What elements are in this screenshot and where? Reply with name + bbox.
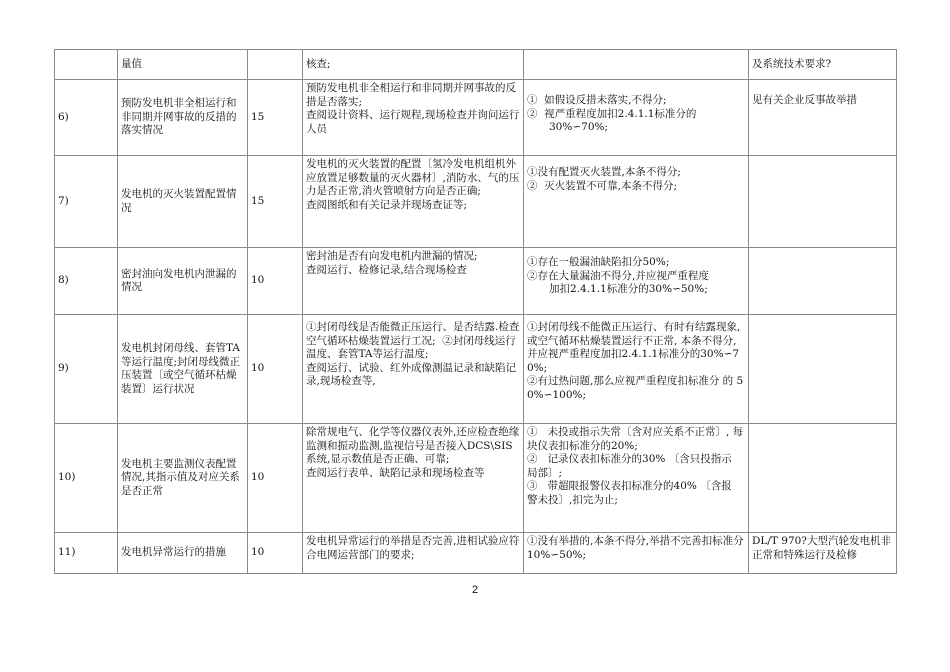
- header-cell-6: 及系统技术要求?: [749, 50, 897, 80]
- criteria-line: ② 记录仪表扣标准分的30% 〔含只投指示 局部〕;: [527, 453, 736, 479]
- basis-cell: 见有关企业反事故举措: [749, 80, 897, 156]
- basis-cell: [749, 156, 897, 248]
- row-number: 9): [55, 315, 118, 424]
- table-row: [55, 533, 897, 574]
- criteria-cell: [524, 80, 749, 156]
- row-number: 7): [55, 156, 118, 248]
- item-cell: 发电机异常运行的措施: [118, 533, 248, 574]
- method-line: 除常规电气、化学等仪器仪表外,还应检查绝缘监测和振动监测,监视信号是否接入DCS\SIS系统,显示数值是否正确、可靠;: [306, 426, 520, 465]
- method-line: 查阅设计资料、运行规程,现场检查并询问运行人员: [306, 109, 520, 135]
- header-cell-4: 核查;: [303, 50, 524, 80]
- criteria-line: ②存在大量漏油不得分,并应视严重程度: [527, 269, 709, 282]
- method-line: 密封油是否有向发电机内泄漏的情况;: [306, 250, 478, 262]
- header-cell-5: [524, 50, 749, 80]
- row-number: 10): [55, 424, 118, 533]
- method-cell: [303, 156, 524, 248]
- header-cell-2: 量值: [118, 50, 248, 80]
- criteria-cell: [524, 248, 749, 315]
- score-cell: 15: [248, 80, 303, 156]
- table-row: [55, 424, 897, 533]
- method-line: 发电机的灭火装置的配置〔氢冷发电机组机外应放置足够数量的灭火器材〕,消防水、气的压力是否正常,消火管喷射方向是否正确;: [306, 158, 520, 197]
- criteria-cell: [524, 424, 749, 533]
- criteria-line: ② 灭火装置不可靠,本条不得分;: [527, 179, 678, 192]
- item-cell: 发电机主要监测仪表配置情况,其指示值及对应关系是否正常: [118, 424, 248, 533]
- score-cell: 15: [248, 156, 303, 248]
- table-row: [55, 80, 897, 156]
- header-cell-1: [55, 50, 118, 80]
- criteria-line: 30%∽70%;: [549, 121, 609, 133]
- criteria-line: ② 视严重程度加扣2.4.1.1标准分的: [527, 107, 697, 120]
- method-line: 发电机异常运行的举措是否完善,进相试验应符合电网运营部门的要求;: [306, 535, 520, 561]
- table-row: [55, 156, 897, 248]
- method-line: 预防发电机非全相运行和非同期并网事故的反措是否落实;: [306, 82, 516, 108]
- header-row: [55, 50, 897, 80]
- method-line: 查阅运行、检修记录,结合现场检查: [306, 263, 467, 276]
- table-row: [55, 315, 897, 424]
- method-cell: [303, 424, 524, 533]
- item-cell: 密封油向发电机内泄漏的情况: [118, 248, 248, 315]
- criteria-line: ① 如假设反措未落实,不得分;: [527, 94, 667, 106]
- page-number: 2: [471, 584, 479, 596]
- criteria-cell: [524, 156, 749, 248]
- score-cell: 10: [248, 424, 303, 533]
- basis-cell: [749, 424, 897, 533]
- method-cell: [303, 315, 524, 424]
- row-number: 8): [55, 248, 118, 315]
- header-cell-3: [248, 50, 303, 80]
- basis-cell: [749, 315, 897, 424]
- criteria-line: ①封闭母线不能微正压运行、有时有结露现象,或空气循环枯燥装置运行不正常, 本条不得分,并应视严重程度加扣2.4.1.1标准分的30%∽70%;: [527, 321, 741, 374]
- criteria-line: ②有过热问题,那么应视严重程度扣标准分 的 50%∽100%;: [527, 375, 744, 401]
- criteria-cell: [524, 533, 749, 574]
- method-cell: [303, 80, 524, 156]
- method-cell: [303, 248, 524, 315]
- criteria-cell: [524, 315, 749, 424]
- criteria-line: ①没有举措的,本条不得分,举措不完善扣标准分10%∽50%;: [527, 535, 744, 561]
- row-number: 11): [55, 533, 118, 574]
- score-cell: 10: [248, 315, 303, 424]
- method-line: 查阅运行、试验、红外成像测温记录和缺陷记录,现场检查等,: [306, 361, 516, 387]
- basis-cell: DL/T 970?大型汽轮发电机非正常和特殊运行及检修: [749, 533, 897, 574]
- evaluation-table: [54, 49, 897, 574]
- score-cell: 10: [248, 248, 303, 315]
- basis-cell: [749, 248, 897, 315]
- table-row: [55, 248, 897, 315]
- method-line: ①封闭母线是否能微正压运行、是否结露.检查空气循环枯燥装置运行工况; ②封闭母线运行温度、套管TA等运行温度;: [306, 321, 520, 360]
- criteria-line: ①没有配置灭火装置,本条不得分;: [527, 166, 681, 178]
- criteria-line: ①存在一般漏油缺陷扣分50%;: [527, 256, 670, 268]
- item-cell: 预防发电机非全相运行和非同期并网事故的反措的落实情况: [118, 80, 248, 156]
- criteria-line: ③ 带超限报警仪表扣标准分的40% 〔含报 警未投〕,扣完为止;: [527, 480, 736, 506]
- item-cell: 发电机封闭母线、套管TA等运行温度;封闭母线微正压装置〔或空气循环枯燥装置〕运行状况: [118, 315, 248, 424]
- method-line: 查阅运行表单、缺陷记录和现场检查等: [306, 466, 485, 479]
- item-cell: 发电机的灭火装置配置情况: [118, 156, 248, 248]
- method-cell: [303, 533, 524, 574]
- score-cell: 10: [248, 533, 303, 574]
- criteria-line: 加扣2.4.1.1标准分的30%∽50%;: [549, 283, 708, 295]
- method-line: 查阅图纸和有关记录并现场查证等;: [306, 198, 468, 211]
- criteria-line: ① 未投或指示失常〔含对应关系不正常〕, 每块仪表扣标准分的20%;: [527, 426, 744, 452]
- row-number: 6): [55, 80, 118, 156]
